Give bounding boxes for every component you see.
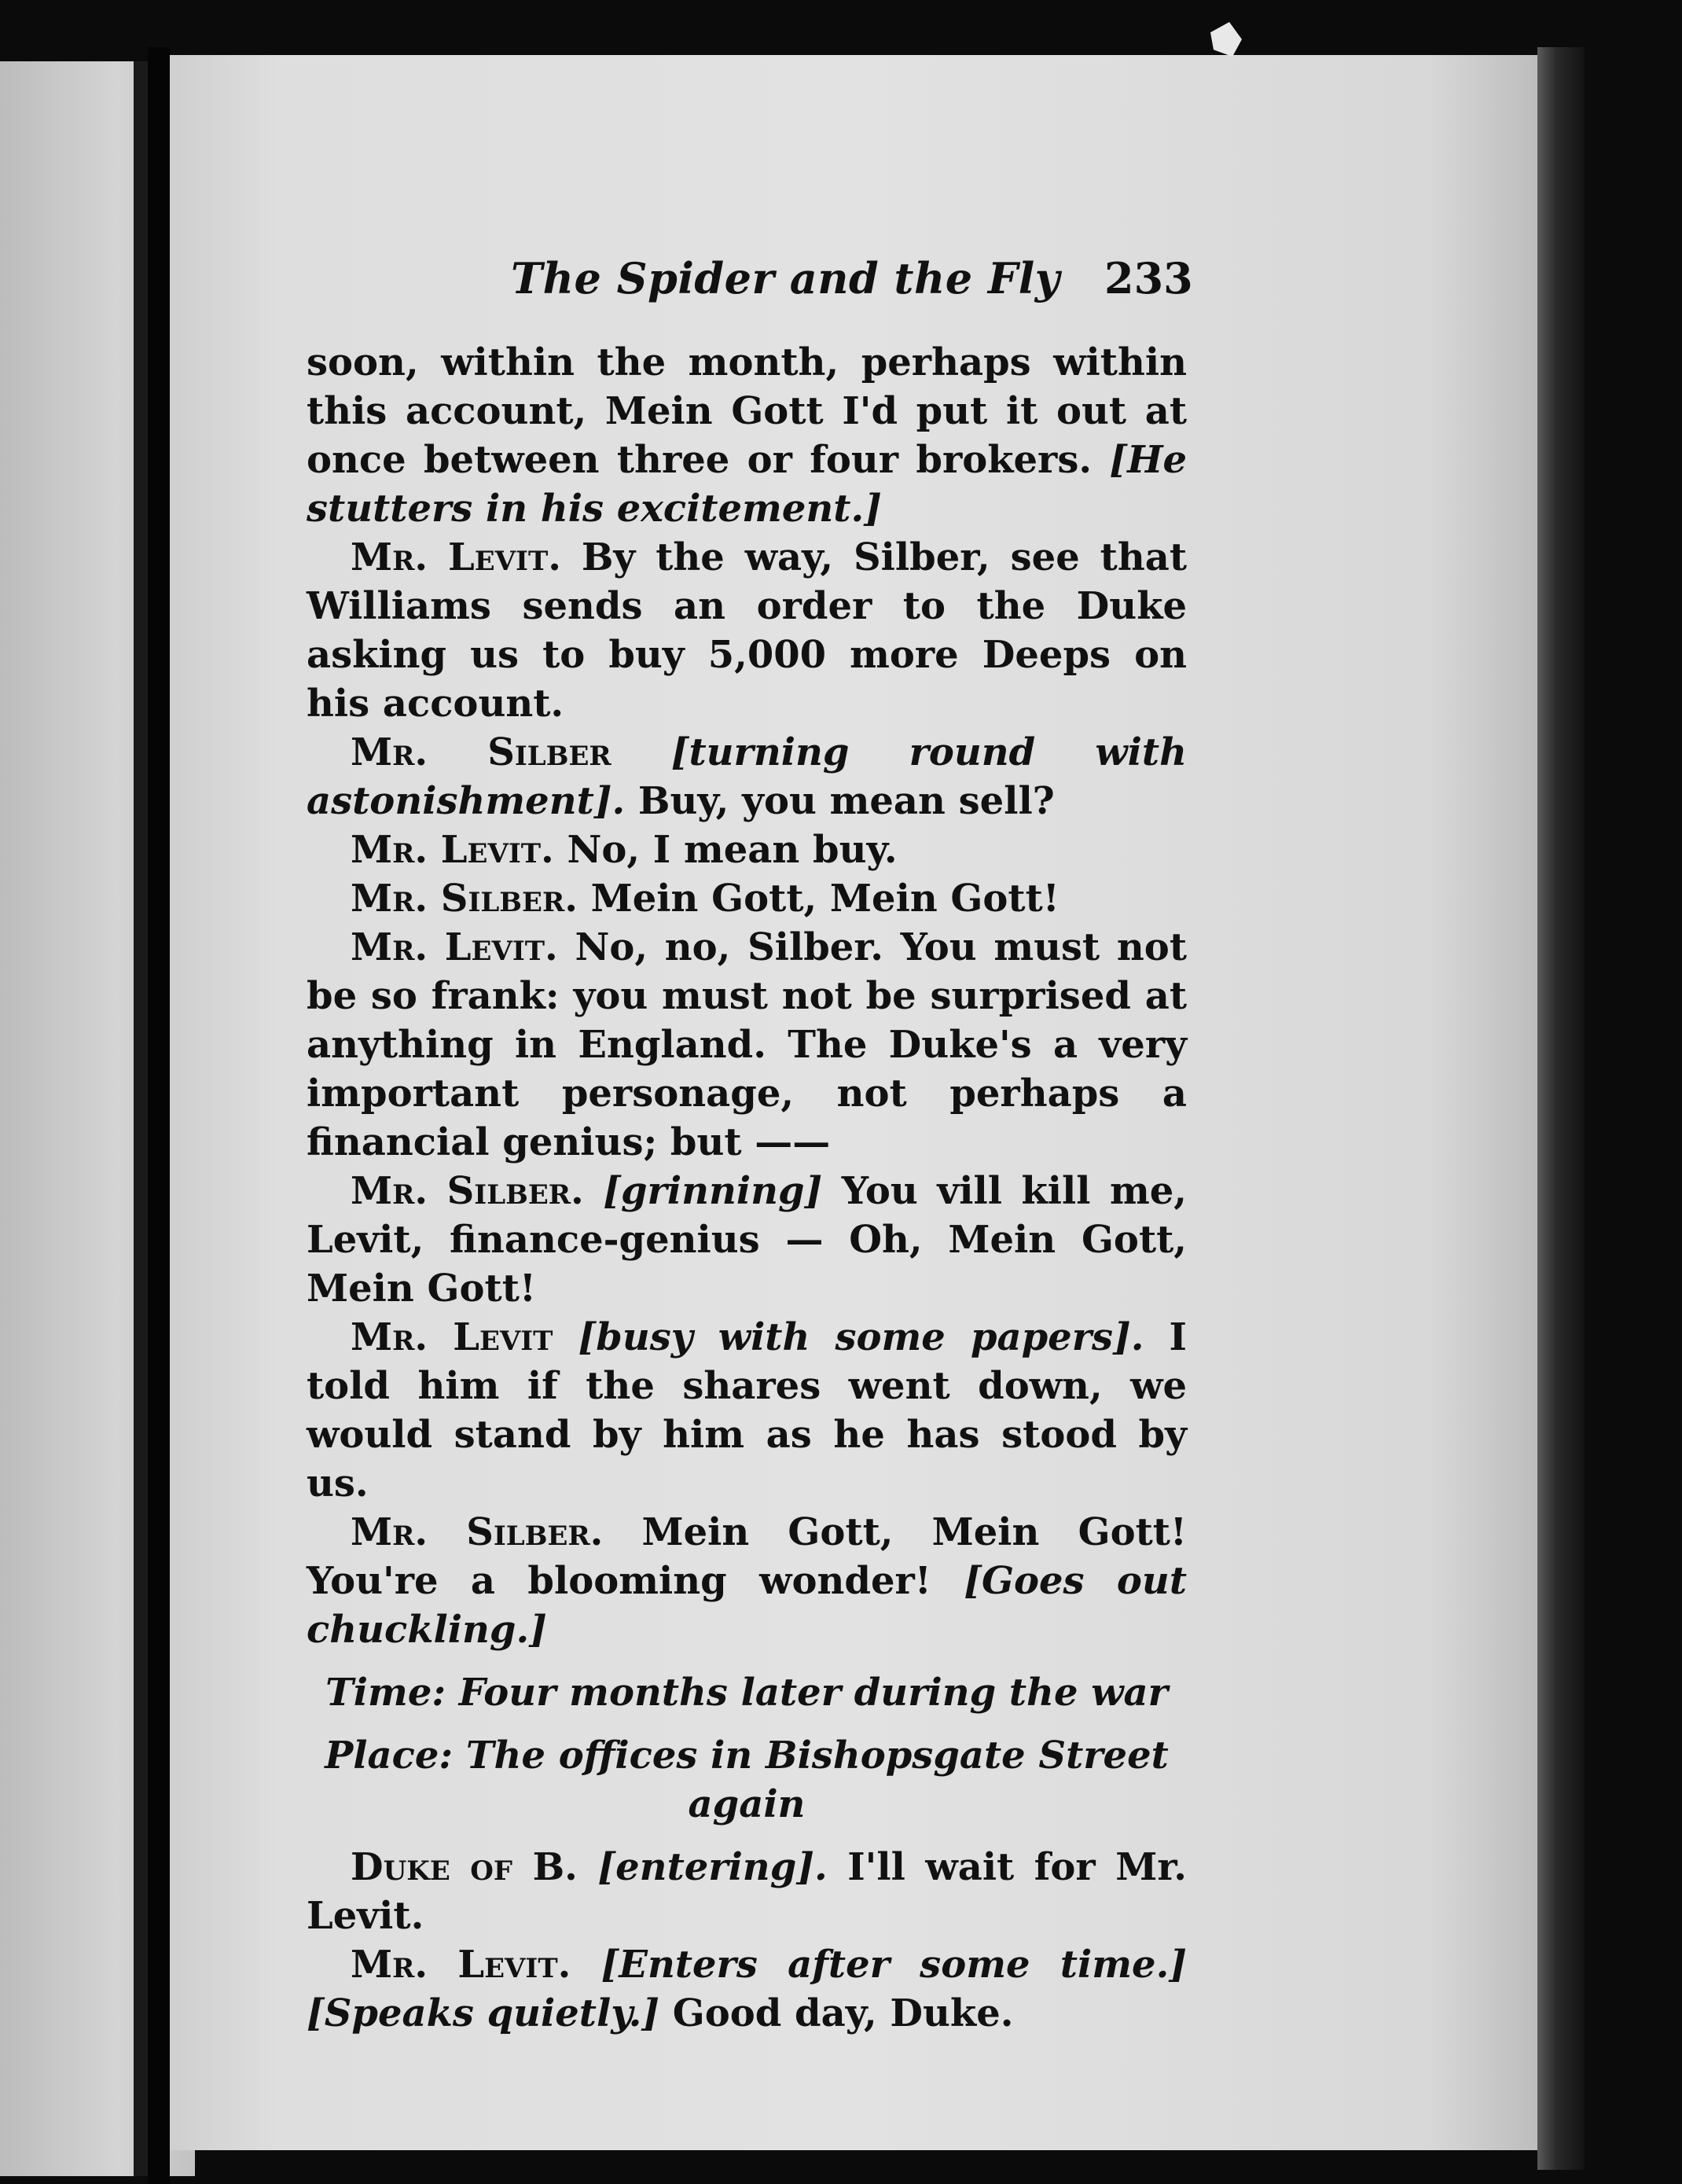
stage-direction: [Enters after some time.] [Speaks quietly.]	[307, 1943, 1187, 2035]
paragraph-1	[307, 338, 1187, 533]
dialogue-text: soon, within the month, perhaps within this account, Mein Gott I'd put it out at once between three or four brokers.	[307, 340, 1187, 482]
paragraph-4	[307, 825, 1187, 874]
dialogue-text: Mein Gott, Mein Gott! You're a blooming wonder!	[307, 1510, 1188, 1603]
paragraph-8	[307, 1313, 1187, 1508]
torn-paper-scrap	[1210, 22, 1242, 57]
dialogue-text: You vill kill me, Levit, finance-genius — Oh, Mein Gott, Mein Gott!	[307, 1169, 1187, 1311]
speaker-name: Mr. Silber.	[351, 1169, 584, 1213]
speaker-name: Mr. Levit.	[351, 535, 561, 579]
dialogue-text: Good day, Duke.	[659, 1991, 1014, 2035]
stage-direction: [turning round with astonishment].	[307, 730, 1187, 823]
paragraph-5	[307, 874, 1187, 923]
dialogue-text: No, no, Silber. You must not be so frank: you must not be surprised at anything in England. The Duke's a very important personage, not perhaps a financial genius; but ——	[307, 925, 1187, 1164]
running-head: The Spider and the Fly	[511, 253, 1060, 303]
speaker-name: Mr. Levit.	[351, 925, 558, 969]
speaker-name: Mr. Levit.	[351, 1943, 571, 1987]
page-stack-edge	[1537, 47, 1585, 2170]
scene-place: Place: The offices in Bishopsgate Street again	[325, 1734, 1169, 1826]
paragraph-7	[307, 1167, 1187, 1313]
speaker-name: Duke of B.	[351, 1845, 578, 1889]
page-body	[307, 338, 1187, 2038]
paragraph-6	[307, 923, 1187, 1167]
stage-direction: [grinning]	[583, 1169, 823, 1213]
scene-time: Time: Four months later during the war	[325, 1671, 1168, 1715]
speaker-name: Mr. Silber	[351, 730, 611, 774]
dialogue-text: No, I mean buy.	[553, 828, 898, 872]
stage-direction: [He stutters in his excitement.]	[307, 438, 1187, 531]
speaker-name: Mr. Silber.	[351, 877, 578, 921]
facing-page-edge	[134, 61, 148, 2176]
speaker-name: Mr. Levit	[351, 1315, 553, 1359]
stage-direction: [entering].	[577, 1845, 828, 1889]
paragraph-3	[307, 728, 1187, 825]
paragraph-9	[307, 1508, 1187, 1654]
page-number: 233	[1104, 253, 1193, 303]
paragraph-2	[307, 533, 1187, 728]
speaker-name: Mr. Levit.	[351, 828, 554, 872]
paragraph-11	[307, 1940, 1187, 2038]
dialogue-text: I told him if the shares went down, we would stand by him as he has stood by us.	[307, 1315, 1187, 1506]
dialogue-text: I'll wait for Mr. Levit.	[307, 1845, 1187, 1938]
dialogue-text: Buy, you mean sell?	[625, 779, 1055, 823]
stage-direction: [busy with some papers].	[553, 1315, 1144, 1359]
paragraph-10	[307, 1843, 1187, 1940]
book-gutter	[148, 47, 170, 2184]
speaker-name: Mr. Silber.	[351, 1510, 604, 1554]
dialogue-text: Mein Gott, Mein Gott!	[577, 877, 1060, 921]
dialogue-text: By the way, Silber, see that Williams sends an order to the Duke asking us to buy 5,000 more Deeps on his account.	[307, 535, 1187, 726]
stage-direction: [Goes out chuckling.]	[307, 1559, 1187, 1652]
